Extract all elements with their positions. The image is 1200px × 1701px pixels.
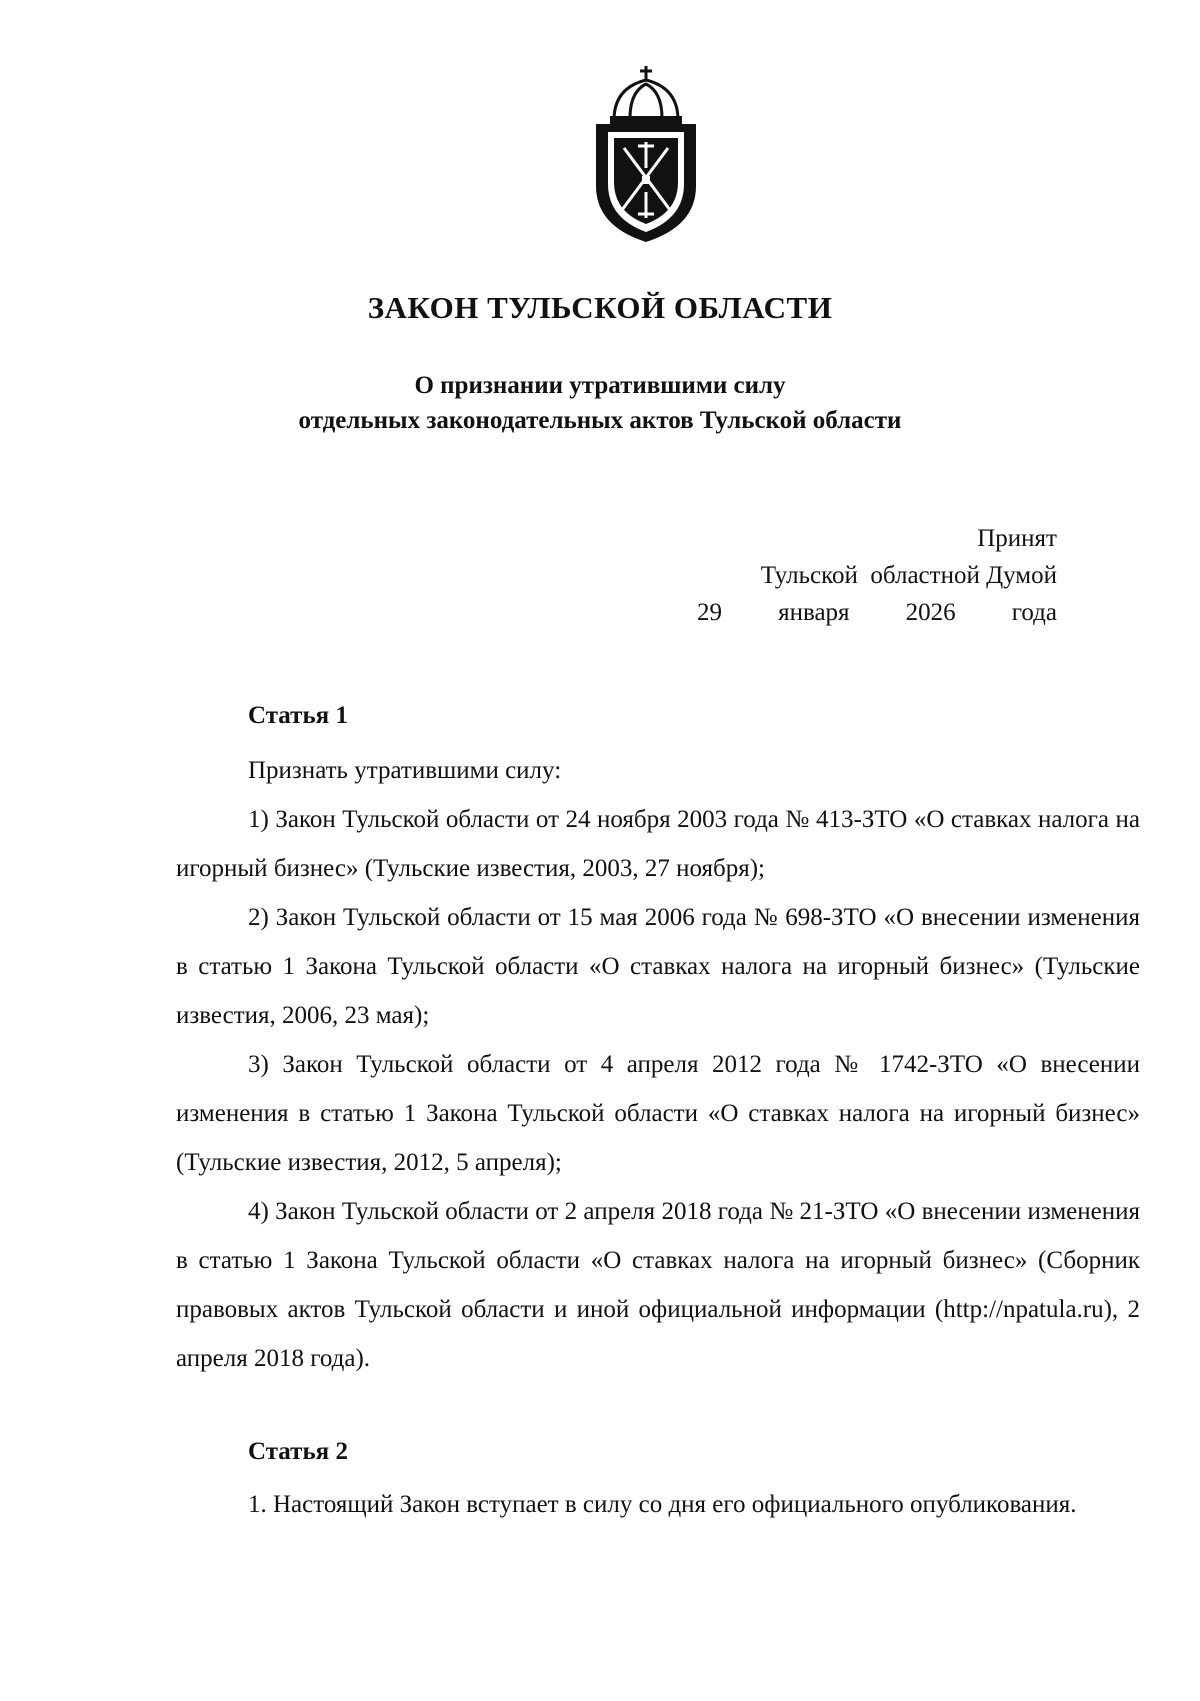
subtitle-line-2: отдельных законодательных актов Тульской области: [298, 407, 902, 434]
article-1-item: 2) Закон Тульской области от 15 мая 2006 года № 698-ЗТО «О внесении изменения в статью 1 Закона Тульской области «О ставках налога на игорный бизнес» (Тульские известия, 2006, 23 мая);: [176, 904, 1140, 1029]
article-2: [176, 1438, 1140, 1529]
adoption-block: [697, 520, 1057, 631]
adoption-month: января: [778, 599, 850, 626]
article-1-item: 1) Закон Тульской области от 24 ноября 2003 года № 413-ЗТО «О ставках налога на игорный бизнес» (Тульские известия, 2003, 27 ноября);: [176, 806, 1140, 882]
article-2-heading: Статья 2: [248, 1438, 348, 1465]
adoption-date: [697, 594, 1057, 631]
article-1-item: 4) Закон Тульской области от 2 апреля 2018 года № 21-ЗТО «О внесении изменения в статью 1 Закона Тульской области «О ставках налога на игорный бизнес» (Сборник правовых актов Тульской области и иной официальной информации (http://npatula.ru), 2 апреля 2018 года).: [176, 1198, 1140, 1372]
subtitle-line-1: О признании утратившими силу: [414, 372, 786, 399]
adoption-year-word: года: [1011, 599, 1057, 626]
adopted-label: Принят: [977, 525, 1057, 552]
article-1-heading: Статья 1: [248, 702, 348, 729]
adoption-day: 29: [697, 599, 722, 626]
adopted-by: Тульской областной Думой: [760, 562, 1057, 589]
document-title: ЗАКОН ТУЛЬСКОЙ ОБЛАСТИ: [367, 290, 833, 325]
article-2-item: 1. Настоящий Закон вступает в силу со дня его официального опубликования.: [248, 1491, 1077, 1518]
article-1-item: 3) Закон Тульской области от 4 апреля 2012 года № 1742-ЗТО «О внесении изменения в статью 1 Закона Тульской области «О ставках налога на игорный бизнес» (Тульские известия, 2012, 5 апреля);: [176, 1051, 1140, 1176]
document-subtitle: [0, 368, 1200, 438]
article-1: [176, 702, 1140, 1383]
coat-of-arms-icon: [584, 58, 708, 244]
article-1-intro: Признать утратившими силу:: [248, 757, 562, 784]
adoption-year: 2026: [905, 599, 956, 626]
